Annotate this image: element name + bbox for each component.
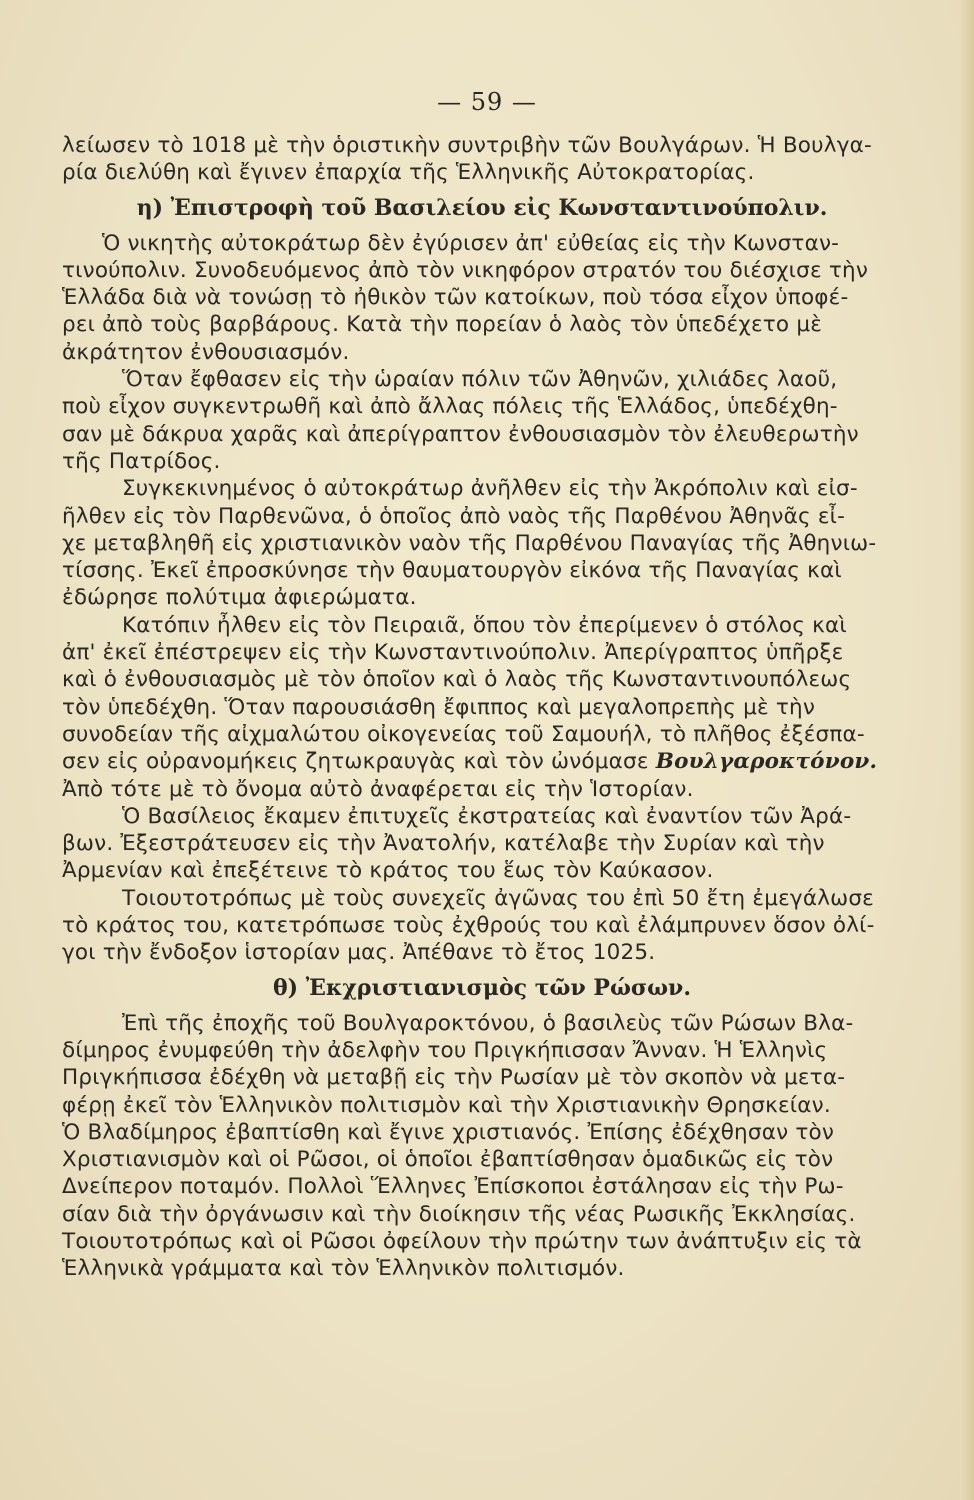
text-line: τὸν ὑπεδέχθη. Ὅταν παρουσιάσθη ἔφιππος καὶ μεγαλοπρεπὴς μὲ τὴν bbox=[62, 694, 816, 720]
text-line: σίαν διὰ τὴν ὀργάνωσιν καὶ τὴν διοίκησιν τῆς νέας Ρωσικῆς Ἐκκλησίας. bbox=[62, 1201, 856, 1227]
text-line: ῆλθεν εἰς τὸν Παρθενῶνα, ὁ ὁποῖος ἀπὸ ναὸς τῆς Παρθένου Ἀθηνᾶς εἶ- bbox=[62, 503, 846, 529]
text-line: ἀκράτητον ἐνθουσιασμόν. bbox=[62, 339, 350, 365]
text-line bbox=[62, 748, 902, 775]
text-line: γοι τὴν ἔνδοξον ἱστορίαν μας. Ἀπέθανε τὸ ἔτος 1025. bbox=[62, 940, 656, 966]
text-line: Ἀπὸ τότε μὲ τὸ ὄνομα αὐτὸ ἀναφέρεται εἰς τὴν Ἱστορίαν. bbox=[62, 776, 694, 802]
text-line: Ἑλληνικὰ γράμματα καὶ τὸν Ἑλληνικὸν πολιτισμόν. bbox=[62, 1256, 625, 1282]
text-line: ποὺ εἶχον συγκεντρωθῆ καὶ ἀπὸ ἄλλας πόλεις τῆς Ἑλλάδος, ὑπεδέχθη- bbox=[62, 394, 838, 420]
text-line: σαν μὲ δάκρυα χαρᾶς καὶ ἀπερίγραπτον ἐνθουσιασμὸν τὸν ἐλευθερωτὴν bbox=[62, 421, 859, 447]
text-line: καὶ ὁ ἐνθουσιασμὸς μὲ τὸν ὁποῖον καὶ ὁ λαὸς τῆς Κωνσταντινουπόλεως bbox=[62, 667, 852, 693]
text-line: Ὁ Βασίλειος ἔκαμεν ἐπιτυχεῖς ἐκστρατείας καὶ ἐναντίον τῶν Ἀρά- bbox=[122, 803, 852, 829]
text-line: βων. Ἐξεστράτευσεν εἰς τὴν Ἀνατολήν, κατέλαβε τὴν Συρίαν καὶ τὴν bbox=[62, 831, 825, 857]
text-line: Κατόπιν ἦλθεν εἰς τὸν Πειραιᾶ, ὅπου τὸν ἐπερίμενεν ὁ στόλος καὶ bbox=[122, 612, 847, 638]
text-line: Ὁ Βλαδίμηρος ἐβαπτίσθη καὶ ἔγινε χριστιανός. Ἐπίσης ἐδέχθησαν τὸν bbox=[62, 1119, 835, 1145]
emphasized-term: Βουλγαροκτόνον. bbox=[655, 749, 878, 775]
body-text bbox=[62, 132, 902, 1283]
text-line: ἐδώρησε πολύτιμα ἀφιερώματα. bbox=[62, 585, 417, 611]
text-line: ρει ἀπὸ τοὺς βαρβάρους. Κατὰ τὴν πορείαν ὁ λαὸς τὸν ὑπεδέχετο μὲ bbox=[62, 312, 823, 338]
text-line: ἀπ' ἐκεῖ ἐπέστρεψεν εἰς τὴν Κωνσταντινούπολιν. Ἀπερίγραπτος ὑπῆρξε bbox=[62, 640, 844, 666]
text-line: Τοιουτοτρόπως καὶ οἱ Ρῶσοι ὀφείλουν τὴν πρώτην των ἀνάπτυξιν εἰς τὰ bbox=[62, 1228, 862, 1254]
text-line: χε μεταβληθῆ εἰς χριστιανικὸν ναὸν τῆς Παρθένου Παναγίας τῆς Ἀθηνιω- bbox=[62, 530, 877, 556]
text-line: τῆς Πατρίδος. bbox=[62, 448, 221, 474]
text-line: συνοδείαν τῆς αἰχμαλώτου οἰκογενείας τοῦ Σαμουήλ, τὸ πλῆθος ἐξέσπα- bbox=[62, 721, 865, 747]
text-line: δίμηρος ἐνυμφεύθη τὴν ἀδελφὴν του Πριγκήπισσαν Ἄνναν. Ἡ Ἑλληνὶς bbox=[62, 1037, 828, 1063]
text-line: τινούπολιν. Συνοδευόμενος ἀπὸ τὸν νικηφόρον στρατόν του διέσχισε τὴν bbox=[62, 257, 869, 283]
text-line: τὸ κράτος του, κατετρόπωσε τοὺς ἐχθρούς του καὶ ἐλάμπρυνεν ὅσον ὀλί- bbox=[62, 913, 875, 939]
text-line: Ἑλλάδα διὰ νὰ τονώσῃ τὸ ἠθικὸν τῶν κατοίκων, ποὺ τόσα εἶχον ὑποφέ- bbox=[62, 285, 849, 311]
text-line: Συγκεκινημένος ὁ αὐτοκράτωρ ἀνῆλθεν εἰς τὴν Ἀκρόπολιν καὶ εἰσ- bbox=[122, 476, 858, 502]
page-number: — 59 — bbox=[437, 88, 537, 116]
text-line: ρία διελύθη καὶ ἔγινεν ἐπαρχία τῆς Ἑλληνικῆς Αὐτοκρατορίας. bbox=[62, 160, 755, 186]
text-line: Πριγκήπισσα ἐδέχθη νὰ μεταβῇ εἰς τὴν Ρωσίαν μὲ τὸν σκοπὸν νὰ μετα- bbox=[62, 1065, 846, 1091]
text-line: Χριστιανισμὸν καὶ οἱ Ρῶσοι, οἱ ὁποῖοι ἐβαπτίσθησαν ὁμαδικῶς εἰς τὸν bbox=[62, 1147, 834, 1173]
section-heading-christianization: θ) Ἐκχριστιανισμὸς τῶν Ρώσων. bbox=[273, 974, 691, 1001]
text-line: Δνείπερον ποταμόν. Πολλοὶ Ἕλληνες Ἐπίσκοποι ἐστάλησαν εἰς τὴν Ρω- bbox=[62, 1174, 844, 1200]
text-line: Ὅταν ἔφθασεν εἰς τὴν ὡραίαν πόλιν τῶν Ἀθηνῶν, χιλιάδες λαοῦ, bbox=[122, 367, 838, 393]
text-line: Ἐπὶ τῆς ἐποχῆς τοῦ Βουλγαροκτόνου, ὁ βασιλεὺς τῶν Ρώσων Βλα- bbox=[122, 1010, 854, 1036]
text-line: τίσσης. Ἐκεῖ ἐπροσκύνησε τὴν θαυματουργὸν εἰκόνα τῆς Παναγίας καὶ bbox=[62, 558, 842, 584]
text-span: σεν εἰς οὐρανομήκεις ζητωκραυγὰς καὶ τὸν ὠνόμασε bbox=[62, 749, 656, 775]
section-heading-return: η) Ἐπιστροφὴ τοῦ Βασιλείου εἰς Κωνσταντινούπολιν. bbox=[136, 194, 828, 221]
text-line: λείωσεν τὸ 1018 μὲ τὴν ὁριστικὴν συντριβὴν τῶν Βουλγάρων. Ἡ Βουλγα- bbox=[62, 133, 872, 158]
text-line: Ἀρμενίαν καὶ ἐπεξέτεινε τὸ κράτος του ἕως τὸν Καύκασον. bbox=[62, 858, 714, 884]
text-line: φέρῃ ἐκεῖ τὸν Ἑλληνικὸν πολιτισμὸν καὶ τὴν Χριστιανικὴν Θρησκείαν. bbox=[62, 1092, 831, 1118]
page-edge bbox=[960, 0, 974, 1500]
text-line: Τοιουτοτρόπως μὲ τοὺς συνεχεῖς ἀγῶνας του ἐπὶ 50 ἔτη ἐμεγάλωσε bbox=[122, 885, 874, 911]
text-line: Ὁ νικητὴς αὐτοκράτωρ δὲν ἐγύρισεν ἀπ' εὐθείας εἰς τὴν Κωνσταν- bbox=[102, 230, 840, 256]
